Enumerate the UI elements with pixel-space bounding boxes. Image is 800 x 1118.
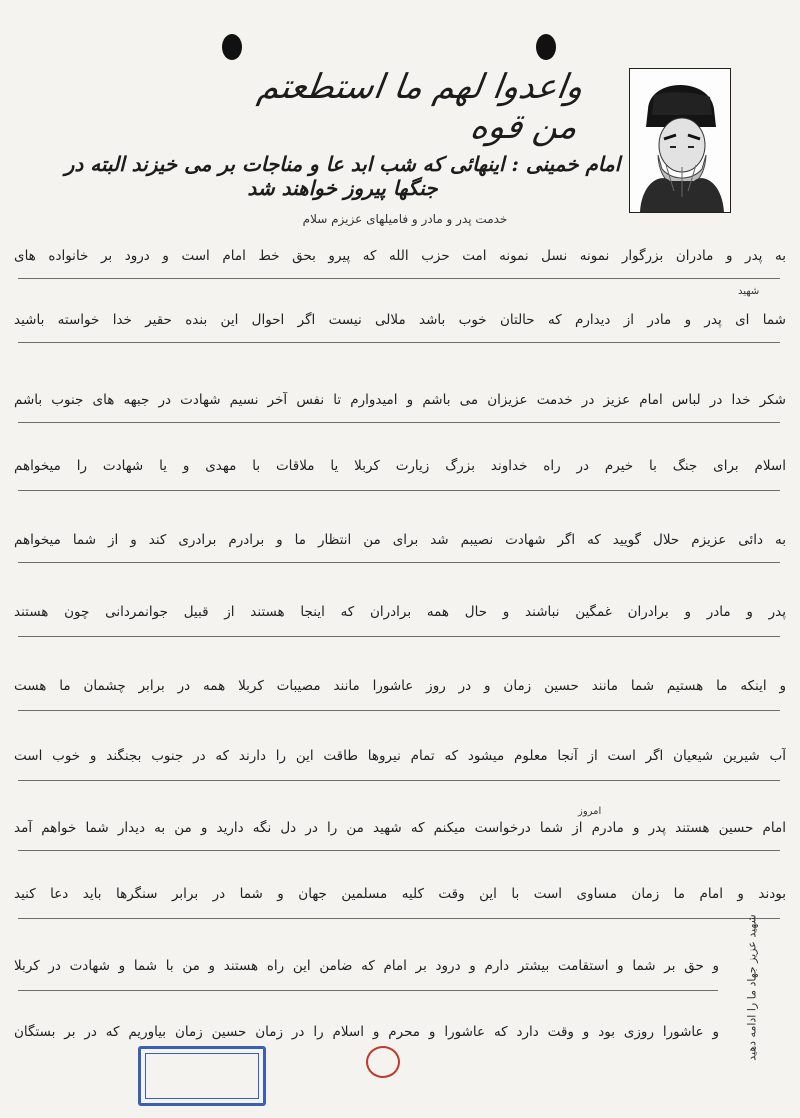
- body-line: و حق بر شما و استقامت بیشتر دارم و درود بر امام که ضامن این راه هستند و من با شما و شهادت در کربلا: [14, 958, 719, 974]
- stamp-inner-border: [145, 1053, 259, 1099]
- ruled-line: [18, 278, 780, 279]
- greeting-line: خدمت پدر و مادر و فامیلهای عزیزم سلام: [302, 212, 508, 226]
- margin-note: [726, 912, 778, 1062]
- ruled-line: [18, 780, 780, 781]
- body-line: اسلام برای جنگ با خیرم در راه خداوند بزرگ زیارت کربلا یا ملاقات با مهدی و یا شهادت را میخواهم: [14, 458, 786, 474]
- body-line: به پدر و مادران بزرگوار نمونه نسل نمونه امت حزب الله که پیرو بحق خط امام است و درود بر خانواده های: [14, 248, 786, 264]
- header-calligraphy: واعدوا لهم ما استطعتم من قوه: [255, 67, 586, 147]
- ruled-line: [18, 850, 780, 851]
- body-line: آب شیرین شیعیان اگر است از آنجا معلوم میشود که تمام نیروها طاقت این را دارند که در جنوب بجنگند و خوب است: [14, 748, 786, 764]
- superscript-note: شهید: [738, 286, 760, 297]
- ruled-line: [18, 636, 780, 637]
- body-line: پدر و مادر و برادران غمگین نباشند و حال همه برادران که اینجا هستند از قبیل جوانمردانی چون هستند: [14, 604, 786, 620]
- ruled-line: [18, 990, 718, 991]
- superscript-note: امروز: [578, 806, 602, 817]
- body-line: به دائی عزیزم حلال گویید که اگر شهادت نصیبم شد برای من انتظار ما و برادرم برادری کند و از شما میخواهم: [14, 532, 786, 548]
- ruled-line: [18, 342, 780, 343]
- body-line: و عاشورا روزی بود و وقت دارد که عاشورا و محرم و اسلام را در زمان حسین زمان بیاوریم که در بر بستگان: [14, 1024, 719, 1040]
- body-line: بودند و امام ما زمان مساوی است با این وقت کلیه مسلمین جهان و شما در برابر سنگرها باید دعا کنید: [14, 886, 786, 902]
- ruled-line: [18, 918, 780, 919]
- ink-stamp: [138, 1046, 266, 1106]
- punch-hole-left: [222, 34, 242, 60]
- ruled-line: [18, 710, 780, 711]
- body-line: شکر خدا در لباس امام عزیز در خدمت عزیزان می باشم و امیدوارم تا نفس آخر نسیم شهادت در جبهه های جنوب باشم: [14, 392, 786, 408]
- body-line: امام حسین هستند پدر و مادرم از شما درخواست میکنم که شهید من را در دل نگه دارید و من به دیدار شما خواهم آمد: [14, 820, 786, 836]
- red-circle-mark: [366, 1046, 400, 1078]
- punch-hole-right: [536, 34, 556, 60]
- portrait-image: [629, 68, 731, 213]
- margin-note-text: شهید عزیز جهاد ما را ادامه دهید: [745, 913, 759, 1061]
- body-line: و اینکه ما هستیم شما مانند حسین زمان و در روز عاشورا مانند مصیبات کربلا همه در برابر چشمان ما هست: [14, 678, 786, 694]
- ruled-line: [18, 562, 780, 563]
- ruled-line: [18, 422, 780, 423]
- ruled-line: [18, 490, 780, 491]
- body-line: شما ای پدر و مادر از دیدارم که حالتان خوب باشد ملالی نیست اگر احوال این بنده حقیر خدا خواسته باشید: [14, 312, 786, 328]
- header-quote: امام خمینی : اینهائی که شب ابد عا و مناجات بر می خیزند البته در جنگها پیروز خواهند شد: [64, 152, 621, 200]
